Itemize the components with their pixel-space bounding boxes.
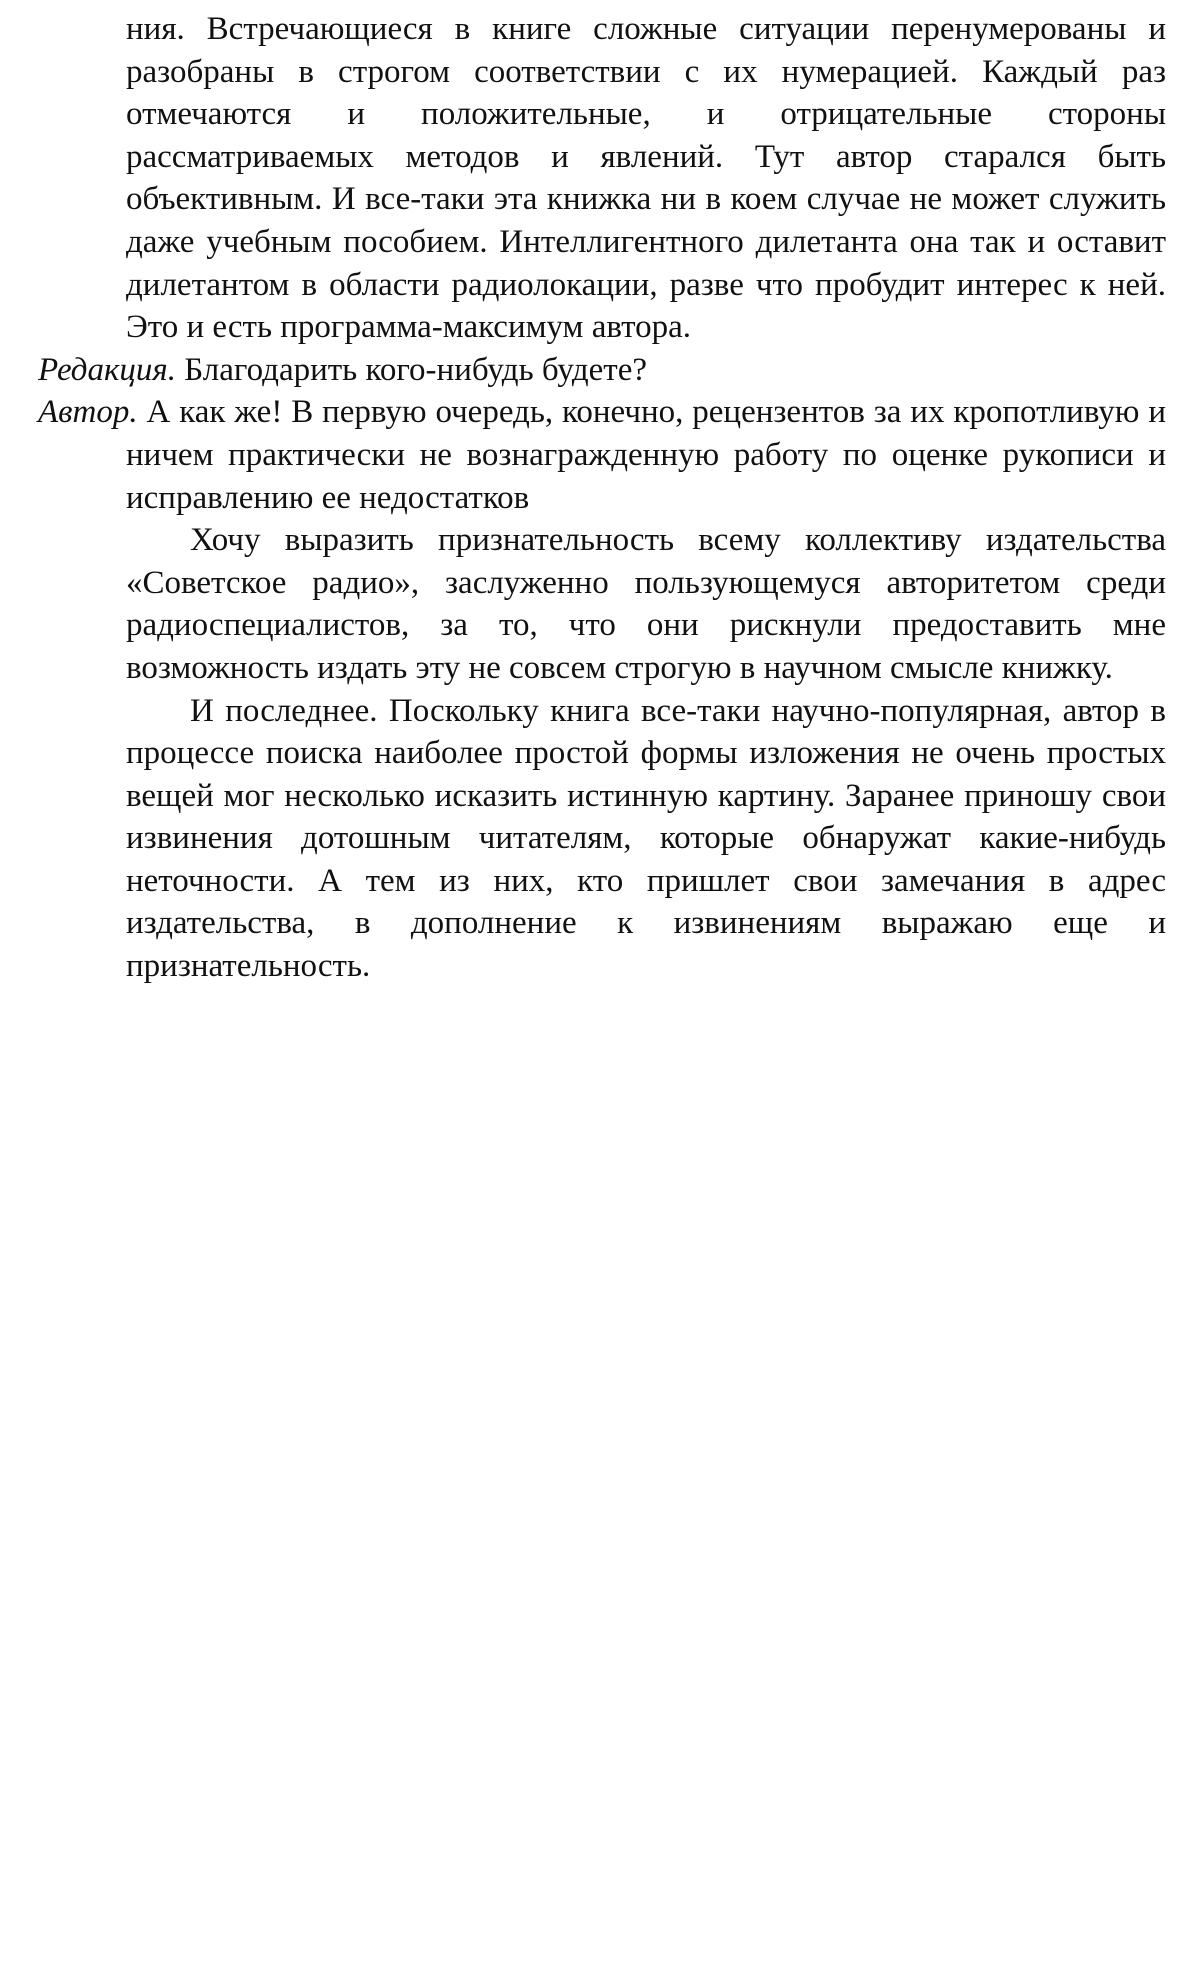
- text-body: [38, 8, 1166, 988]
- paragraph-2: Хочу выразить признательность всему коллективу издательства «Советское радио», заслуженно пользующемуся авторитетом среди радиоспециалистов, за то, что они рискнули предоставить мне возможность издать эту не совсем строгую в научном смысле книжку.: [126, 522, 1166, 686]
- dialog-line-editor: [38, 349, 1166, 392]
- dialog-line-author: [38, 391, 1166, 519]
- paragraph-3: И последнее. Поскольку книга все-таки научно-популярная, автор в процессе поиска наиболее простой формы изложения не очень простых вещей мог несколько исказить истинную картину. Заранее приношу свои извинения дотошным читателям, которые обнаружат какие-нибудь неточности. А тем из них, кто пришлет свои замечания в адрес издательства, в дополнение к извинениям выражаю еще и признательность.: [126, 692, 1166, 985]
- speaker-editor: Редакция.: [38, 351, 177, 388]
- paragraph-1: ния. Встречающиеся в книге сложные ситуации перенумерованы и разобраны в строгом соответствии с их нумерацией. Каждый раз отмечаются и положительные, и отрицательные стороны рассматриваемых методов и явлений. Тут автор старался быть объективным. И все-таки эта книжка ни в коем случае не может служить даже учебным пособием. Интеллигентного дилетанта она так и оставит дилетантом в области радиолокации, разве что пробудит интерес к ней. Это и есть программа-максимум автора.: [126, 11, 1166, 346]
- dialog-text-editor: Благодарить кого-нибудь будете?: [176, 351, 648, 388]
- dialog-text-author: А как же! В первую очередь, конечно, рецензентов за их кропотливую и ничем практически не вознагражденную работу по оценке рукописи и исправлению ее недостатков: [126, 394, 1166, 516]
- speaker-author: Автор.: [38, 394, 138, 431]
